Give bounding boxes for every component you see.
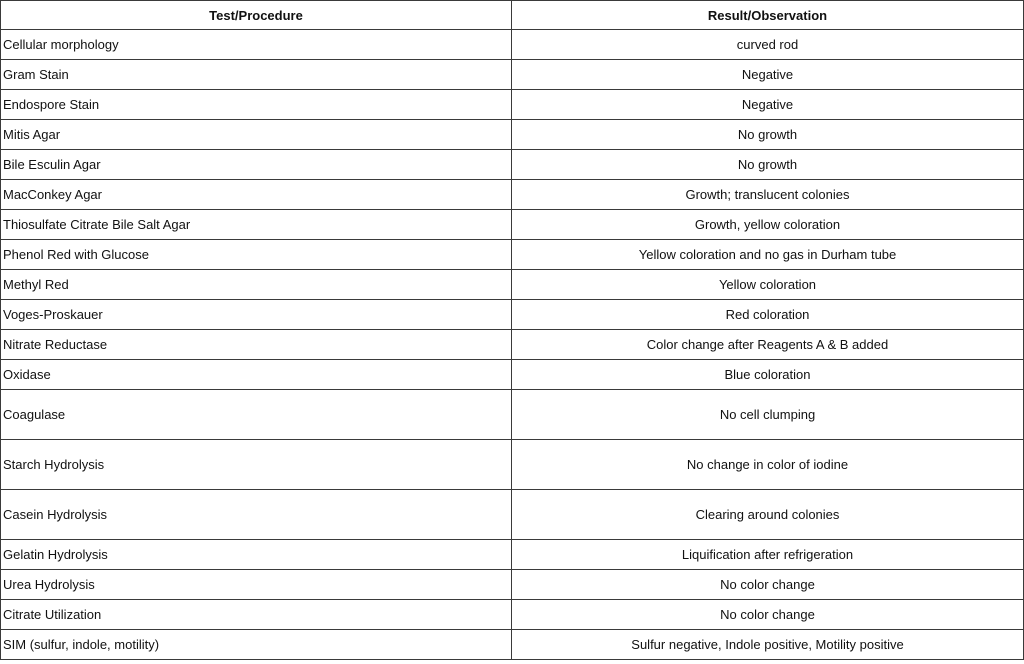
table-row xyxy=(1,570,1024,600)
table-row xyxy=(1,600,1024,630)
table-row xyxy=(1,630,1024,660)
result-cell: Yellow coloration xyxy=(512,270,1024,300)
table-row xyxy=(1,540,1024,570)
test-cell: Starch Hydrolysis xyxy=(1,440,512,490)
result-cell: Growth, yellow coloration xyxy=(512,210,1024,240)
test-cell: Coagulase xyxy=(1,390,512,440)
test-cell: Endospore Stain xyxy=(1,90,512,120)
table-row xyxy=(1,360,1024,390)
test-cell: Citrate Utilization xyxy=(1,600,512,630)
table-row xyxy=(1,300,1024,330)
test-cell: Mitis Agar xyxy=(1,120,512,150)
result-cell: curved rod xyxy=(512,30,1024,60)
header-row xyxy=(1,1,1024,30)
test-cell: Urea Hydrolysis xyxy=(1,570,512,600)
table-row xyxy=(1,210,1024,240)
result-cell: No color change xyxy=(512,570,1024,600)
result-cell: Negative xyxy=(512,60,1024,90)
result-cell: Growth; translucent colonies xyxy=(512,180,1024,210)
test-cell: Methyl Red xyxy=(1,270,512,300)
test-cell: MacConkey Agar xyxy=(1,180,512,210)
table-row xyxy=(1,120,1024,150)
table-row xyxy=(1,30,1024,60)
test-cell: Voges-Proskauer xyxy=(1,300,512,330)
test-cell: Oxidase xyxy=(1,360,512,390)
header-result-observation: Result/Observation xyxy=(512,1,1024,30)
result-cell: Liquification after refrigeration xyxy=(512,540,1024,570)
table-row xyxy=(1,150,1024,180)
table-row xyxy=(1,390,1024,440)
result-cell: Sulfur negative, Indole positive, Motility positive xyxy=(512,630,1024,660)
result-cell: Red coloration xyxy=(512,300,1024,330)
test-cell: Thiosulfate Citrate Bile Salt Agar xyxy=(1,210,512,240)
result-cell: No growth xyxy=(512,150,1024,180)
table-row xyxy=(1,440,1024,490)
result-cell: No growth xyxy=(512,120,1024,150)
table-row xyxy=(1,270,1024,300)
test-cell: Casein Hydrolysis xyxy=(1,490,512,540)
test-cell: Bile Esculin Agar xyxy=(1,150,512,180)
result-cell: No color change xyxy=(512,600,1024,630)
table-row xyxy=(1,180,1024,210)
result-cell: No cell clumping xyxy=(512,390,1024,440)
result-cell: Yellow coloration and no gas in Durham tube xyxy=(512,240,1024,270)
result-cell: Negative xyxy=(512,90,1024,120)
result-cell: Color change after Reagents A & B added xyxy=(512,330,1024,360)
table-row xyxy=(1,330,1024,360)
result-cell: Clearing around colonies xyxy=(512,490,1024,540)
test-cell: Gram Stain xyxy=(1,60,512,90)
table-row xyxy=(1,90,1024,120)
test-cell: Nitrate Reductase xyxy=(1,330,512,360)
test-cell: SIM (sulfur, indole, motility) xyxy=(1,630,512,660)
header-test-procedure: Test/Procedure xyxy=(1,1,512,30)
test-cell: Cellular morphology xyxy=(1,30,512,60)
test-cell: Phenol Red with Glucose xyxy=(1,240,512,270)
table-row xyxy=(1,240,1024,270)
result-cell: No change in color of iodine xyxy=(512,440,1024,490)
test-cell: Gelatin Hydrolysis xyxy=(1,540,512,570)
result-cell: Blue coloration xyxy=(512,360,1024,390)
table-row xyxy=(1,60,1024,90)
table-row xyxy=(1,490,1024,540)
